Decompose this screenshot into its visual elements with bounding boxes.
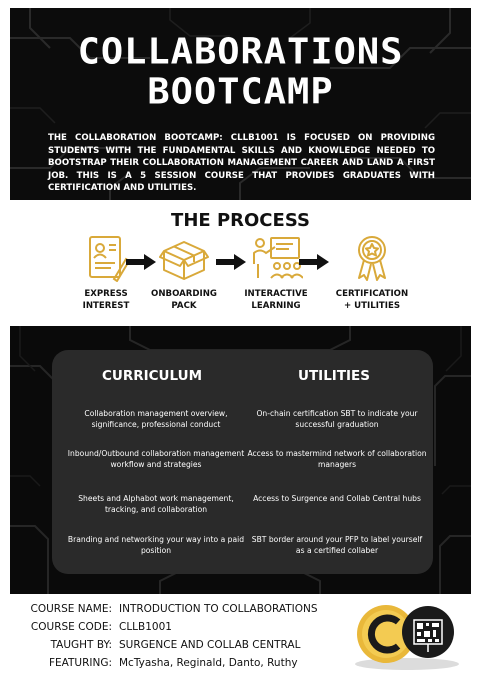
- curriculum-title: CURRICULUM: [101, 368, 203, 384]
- course-code-label: COURSE CODE:: [30, 621, 112, 633]
- step-certification: [327, 234, 417, 312]
- step-label-line1: ONBOARDING: [151, 289, 217, 299]
- taught-by-value: SURGENCE AND COLLAB CENTRAL: [119, 639, 301, 651]
- hero-banner: [10, 8, 471, 200]
- step-label-line1: EXPRESS: [84, 289, 128, 299]
- process-title: THE PROCESS: [171, 210, 310, 231]
- arrow-right-icon: [299, 254, 329, 270]
- curriculum-utilities-panel: [52, 350, 433, 574]
- partner-logos: [352, 600, 462, 672]
- utilities-item: SBT border around your PFP to label yourself as a certified collaber: [251, 535, 423, 555]
- utilities-item: Access to mastermind network of collaboration managers: [247, 449, 427, 469]
- course-name-value: INTRODUCTION TO COLLABORATIONS: [119, 603, 318, 615]
- featuring-label: FEATURING:: [48, 657, 112, 669]
- course-name-label: COURSE NAME:: [30, 603, 112, 615]
- intro-paragraph: THE COLLABORATION BOOTCAMP: CLLB1001 IS FOCUSED ON PROVIDING STUDENTS WITH THE FUNDAMENTAL SKILLS AND KNOWLEDGE NEEDED TO BOOTSTRAP THEIR COLLABORATION MANAGEMENT CAREER AND LAND A FIRST JOB. THIS IS A 5 SESSION COURSE THAT PROVIDES GRADUATES WITH CERTIFICATION AND UTILITIES.: [48, 133, 435, 193]
- title-line-1: COLLABORATIONS: [77, 31, 404, 72]
- curriculum-item: Inbound/Outbound collaboration management workflow and strategies: [67, 449, 245, 469]
- box-package-icon: [159, 234, 209, 282]
- step-express-interest: [61, 234, 151, 312]
- utilities-item: On-chain certification SBT to indicate your successful graduation: [256, 409, 418, 429]
- step-interactive-learning: [231, 234, 321, 312]
- course-code-value: CLLB1001: [119, 621, 172, 633]
- step-onboarding-pack: [139, 234, 229, 312]
- step-label-line2: INTEREST: [82, 301, 130, 311]
- curriculum-section: [10, 326, 471, 594]
- award-ribbon-icon: [347, 234, 397, 282]
- curriculum-item: Sheets and Alphabot work management, tracking, and collaboration: [78, 494, 234, 514]
- step-label-line2: LEARNING: [251, 301, 301, 311]
- presenter-class-icon: [249, 234, 303, 282]
- step-label-line2: PACK: [171, 301, 197, 311]
- step-label-line2: + UTILITIES: [343, 301, 401, 311]
- application-form-icon: [81, 234, 131, 282]
- utilities-item: Access to Surgence and Collab Central hubs: [253, 494, 421, 503]
- collab-central-logo-icon: [402, 606, 454, 658]
- step-label-line1: CERTIFICATION: [335, 289, 409, 299]
- title-line-2: BOOTCAMP: [147, 71, 334, 112]
- taught-by-label: TAUGHT BY:: [50, 639, 112, 651]
- featuring-value: McTyasha, Reginald, Danto, Ruthy: [119, 657, 298, 669]
- utilities-title: UTILITIES: [298, 368, 370, 384]
- curriculum-item: Collaboration management overview, significance, professional conduct: [84, 409, 228, 429]
- step-label-line1: INTERACTIVE: [244, 289, 308, 299]
- curriculum-item: Branding and networking your way into a paid position: [67, 535, 245, 555]
